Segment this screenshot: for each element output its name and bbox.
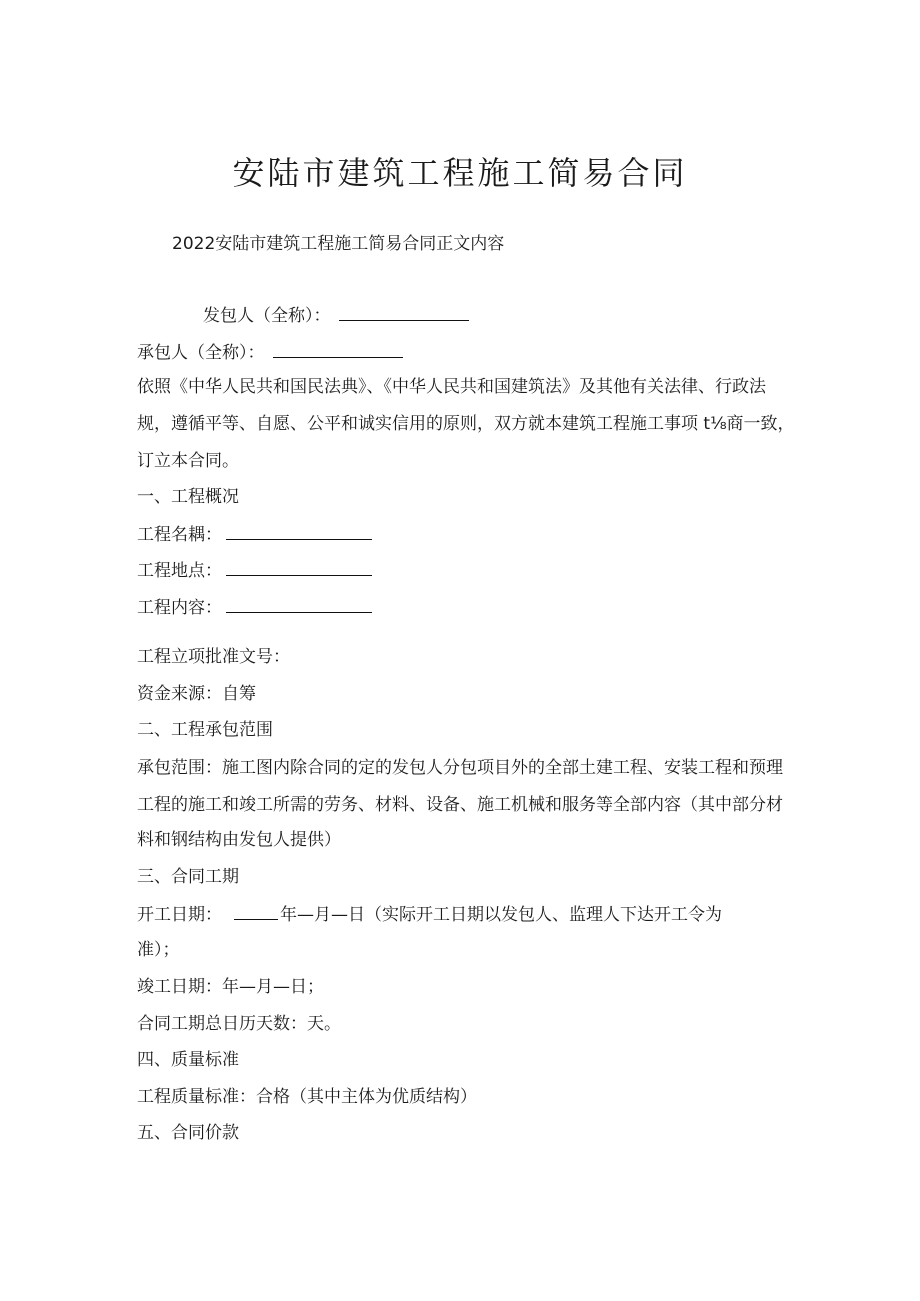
quality-standard-line: 工程质量标准：合格（其中主体为优质结构） xyxy=(137,1087,477,1107)
start-date-line xyxy=(137,902,722,927)
contractor-name-blank xyxy=(273,340,403,358)
section-heading-price: 五、合同价款 xyxy=(137,1123,239,1143)
total-duration-line: 合同工期总日历天数：天。 xyxy=(137,1014,341,1034)
project-location-line xyxy=(137,558,372,583)
section-heading-overview: 一、工程概况 xyxy=(137,487,239,507)
start-date-continuation: 准）； xyxy=(137,940,180,960)
project-content-line xyxy=(137,595,372,620)
project-name-line xyxy=(137,522,372,547)
approval-number-line: 工程立项批准文号： xyxy=(137,647,290,667)
project-location-blank xyxy=(226,558,372,576)
scope-line-1: 承包范围：施工图内除合同的定的发包人分包项目外的全部土建工程、安装工程和预理 xyxy=(137,758,783,778)
start-date-label: 开工日期： xyxy=(137,905,222,925)
document-title: 安陆市建筑工程施工简易合同 xyxy=(232,154,688,192)
project-content-blank xyxy=(226,595,372,613)
basis-line-3: 订立本合同。 xyxy=(137,451,239,471)
scope-line-3: 料和钢结构由发包人提供） xyxy=(137,830,341,850)
employer-line xyxy=(203,303,469,328)
project-content-label: 工程内容： xyxy=(137,598,222,618)
funding-source-line: 资金来源：自筹 xyxy=(137,684,256,704)
document-subtitle: 2022安陆市建筑工程施工简易合同正文内容 xyxy=(172,234,505,254)
start-date-text: 年—月—日（实际开工日期以发包人、监理人下达开工令为 xyxy=(280,905,722,925)
scope-line-2: 工程的施工和竣工所需的劳务、材料、设备、施工机械和服务等全部内容（其中部分材 xyxy=(137,795,783,815)
employer-label: 发包人（全称）： xyxy=(203,306,331,326)
completion-date-line: 竣工日期：年—月—日； xyxy=(137,977,324,997)
contractor-line xyxy=(137,340,403,365)
section-heading-scope: 二、工程承包范围 xyxy=(137,720,273,740)
contractor-label: 承包人（全称）： xyxy=(137,343,265,363)
start-date-blank xyxy=(234,902,278,920)
project-name-label: 工程名耦： xyxy=(137,525,222,545)
basis-line-1: 依照《中华人民共和国民法典》、《中华人民共和国建筑法》及其他有关法律、行政法 xyxy=(137,377,766,397)
project-location-label: 工程地点： xyxy=(137,561,222,581)
project-name-blank xyxy=(226,522,372,540)
section-heading-quality: 四、质量标准 xyxy=(137,1050,239,1070)
employer-name-blank xyxy=(339,303,469,321)
basis-line-2: 规，遵循平等、自愿、公平和诚实信用的原则，双方就本建筑工程施工事项 t⅛商一致， xyxy=(137,414,795,434)
section-heading-schedule: 三、合同工期 xyxy=(137,867,239,887)
